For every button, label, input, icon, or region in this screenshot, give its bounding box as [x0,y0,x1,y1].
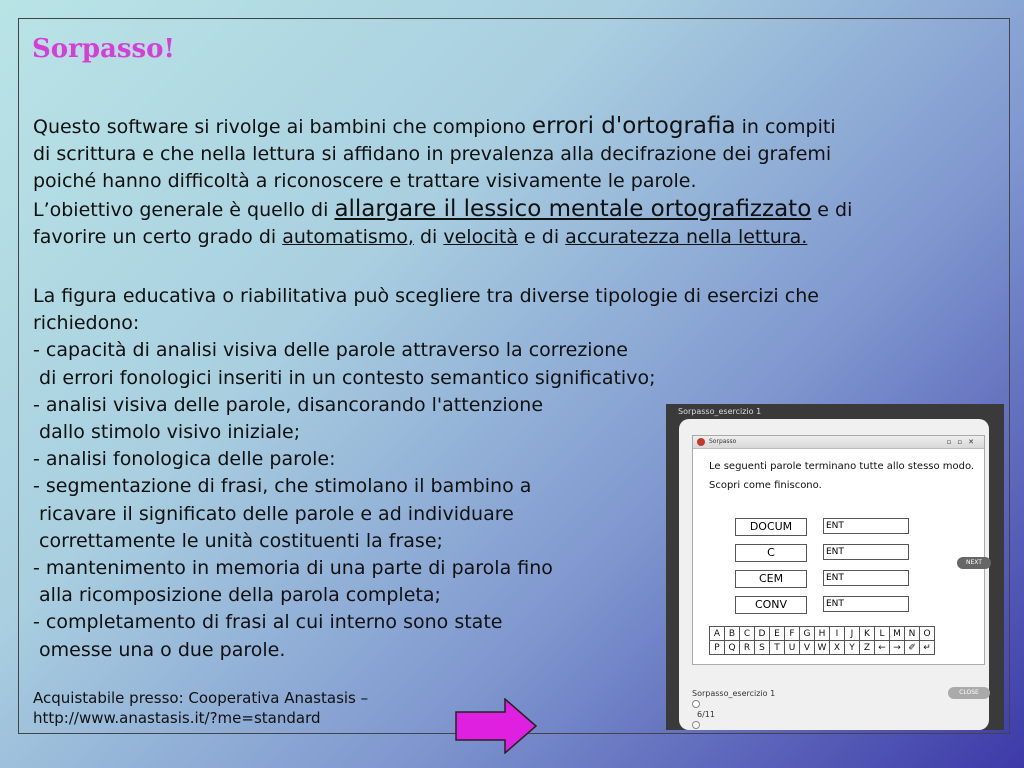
exercise-line: - segmentazione di frasi, che stimolano il bambino a [33,475,532,498]
right-arrow-icon [455,698,537,754]
intro-line-2: di scrittura e che nella lettura si affidano in prevalenza alla decifrazione dei grafemi [33,143,832,166]
intro-line-5: favorire un certo grado di automatismo, di velocità e di accuratezza nella lettura. [33,225,808,248]
exercise-line: omesse una o due parole. [33,638,286,661]
keyboard-key[interactable]: S [755,641,770,655]
exercise-line: dallo stimolo visivo iniziale; [33,421,301,444]
software-screenshot [666,404,1004,730]
word-answer-field[interactable]: ENT [823,596,909,612]
exercise-line: - analisi fonologica delle parole: [33,448,336,471]
next-button[interactable]: NEXT [957,557,991,569]
keyboard-key[interactable]: A [710,627,725,641]
highlight-errori: errori d'ortografia [531,113,736,139]
keyboard-key[interactable]: Y [845,641,860,655]
word-answer-field[interactable]: ENT [823,544,909,560]
close-button[interactable]: CLOSE [948,687,990,699]
word-row [735,544,925,562]
keyboard-key[interactable]: → [890,641,905,655]
page-counter: 6/11 [697,710,715,719]
underline-velocita: velocità [443,225,519,248]
exercise-line: - analisi visiva delle parole, disancorando l'attenzione [33,393,544,416]
footer-purchase: Acquistabile presso: Cooperativa Anastasis – [33,689,369,707]
keyboard-key[interactable]: W [815,641,830,655]
letter-keyboard [709,626,935,655]
exercise-line: La figura educativa o riabilitativa può scegliere tra diverse tipologie di esercizi che [33,285,819,307]
keyboard-key[interactable]: D [755,627,770,641]
word-answer-field[interactable]: ENT [823,518,909,534]
keyboard-key[interactable]: J [845,627,860,641]
keyboard-key[interactable]: V [800,641,815,655]
highlight-lessico: allargare il lessico mentale ortografizzato [334,195,812,222]
keyboard-key[interactable]: C [740,627,755,641]
keyboard-key[interactable]: R [740,641,755,655]
keyboard-key[interactable]: E [770,627,785,641]
keyboard-key[interactable]: T [770,641,785,655]
instructions [693,449,984,495]
instruction-line-1: Le seguenti parole terminano tutte allo stesso modo. [709,461,975,472]
word-row [735,596,925,614]
exercise-line: - capacità di analisi visiva delle parole attraverso la correzione [33,339,628,362]
exercise-line: di errori fonologici inseriti in un contesto semantico significativo; [33,366,656,389]
keyboard-key[interactable]: I [830,627,845,641]
word-stem: DOCUM [735,518,807,536]
keyboard-key[interactable]: ↵ [920,641,935,655]
exercise-line: - completamento di frasi al cui interno sono state [33,611,503,634]
app-window-title: Sorpasso [709,438,737,445]
radio-icon[interactable] [692,721,700,729]
window-controls-icon[interactable]: ▫▫✕ [946,438,980,446]
exercise-line: ricavare il significato delle parole e ad individuare [33,502,514,525]
word-answer-field[interactable]: ENT [823,570,909,586]
intro-paragraph [33,113,1008,251]
screenshot-top-label: Sorpasso_esercizio 1 [678,407,762,416]
keyboard-key[interactable]: Z [860,641,875,655]
intro-line-1: Questo software si rivolge ai bambini che compiono errori d'ortografia in compiti [33,113,836,139]
underline-automatismo: automatismo, [282,225,414,248]
screenshot-caption: Sorpasso_esercizio 1 [692,689,776,698]
keyboard-key[interactable]: Q [725,641,740,655]
screenshot-card [679,419,989,730]
instruction-line-2: Scopri come finiscono. [709,480,822,491]
keyboard-key[interactable]: ✐ [905,641,920,655]
keyboard-key[interactable]: U [785,641,800,655]
keyboard-key[interactable]: F [785,627,800,641]
keyboard-key[interactable]: L [875,627,890,641]
word-row [735,570,925,588]
keyboard-key[interactable]: O [920,627,935,641]
exercise-line: correttamente le unità costituenti la frase; [33,529,443,552]
intro-line-3: poiché hanno difficoltà a riconoscere e trattare visivamente le parole. [33,170,697,193]
keyboard-key[interactable]: G [800,627,815,641]
slide-title: Sorpasso! [32,34,175,64]
word-stem: C [735,544,807,562]
keyboard-key[interactable]: N [905,627,920,641]
word-stem: CEM [735,570,807,588]
keyboard-key[interactable]: X [830,641,845,655]
keyboard-key[interactable]: H [815,627,830,641]
radio-icon[interactable] [692,700,700,708]
keyboard-key[interactable]: K [860,627,875,641]
keyboard-key[interactable]: ← [875,641,890,655]
word-stem: CONV [735,596,807,614]
keyboard-key[interactable]: M [890,627,905,641]
keyboard-key[interactable]: P [710,641,725,655]
app-titlebar [693,436,984,449]
footer-url[interactable]: http://www.anastasis.it/?me=standard [33,709,321,727]
underline-accuratezza: accuratezza nella lettura. [565,225,808,248]
app-logo-icon [697,438,705,446]
footer [33,688,368,728]
exercise-line: - mantenimento in memoria di una parte di parola fino [33,557,553,580]
intro-line-4: L’obiettivo generale è quello di allargare il lessico mentale ortografizzato e di [33,195,853,222]
exercise-line: alla ricomposizione della parola completa; [33,584,441,607]
exercise-line: richiedono: [33,312,140,335]
app-window [692,435,985,665]
keyboard-key[interactable]: B [725,627,740,641]
word-row [735,518,925,536]
